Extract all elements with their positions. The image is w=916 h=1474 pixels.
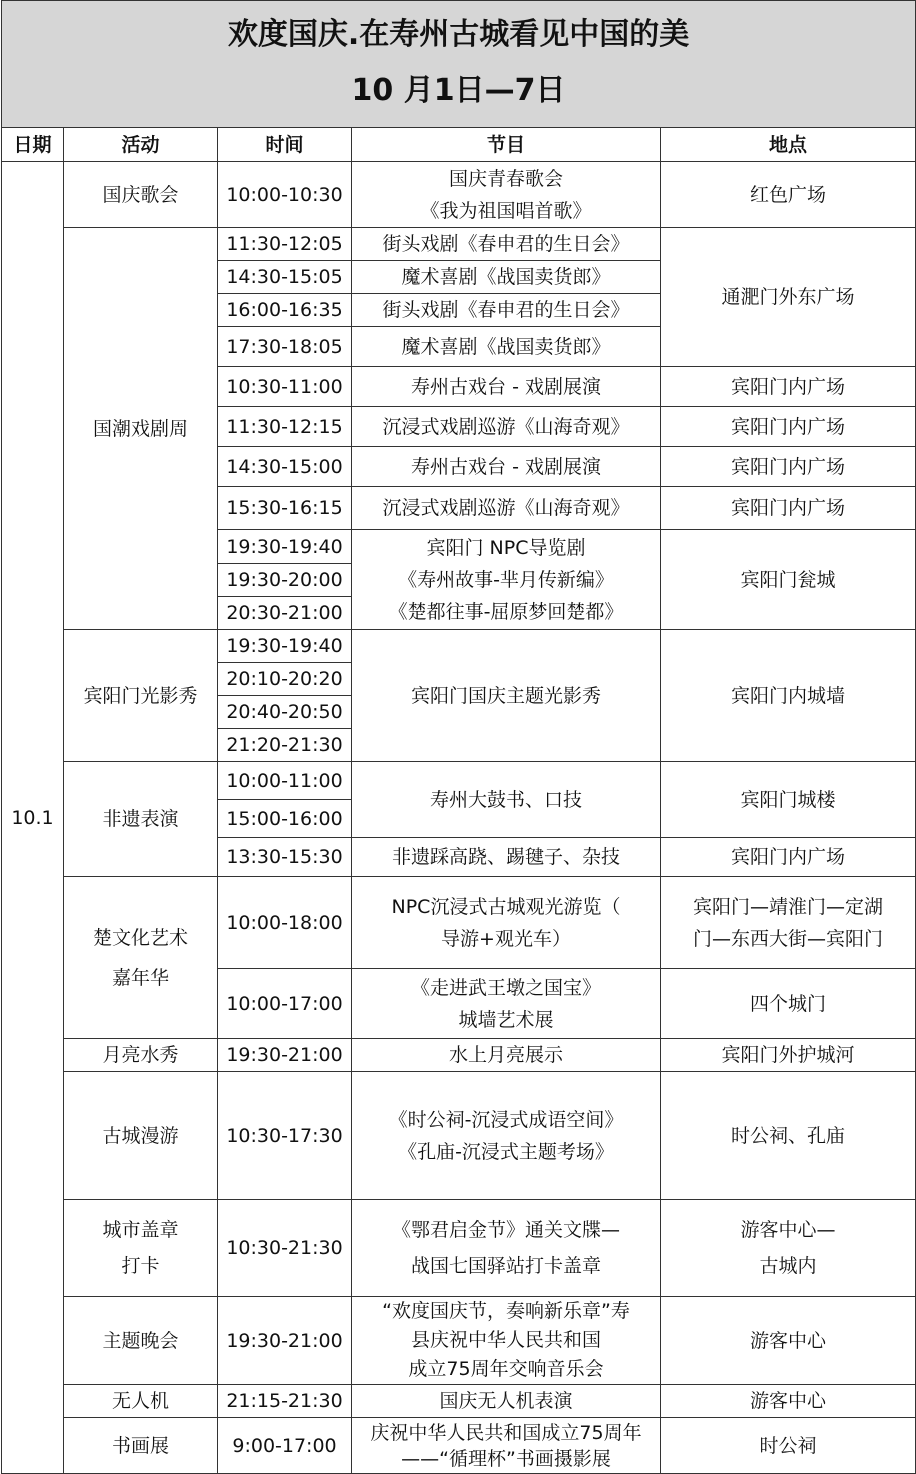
program-cell: 庆祝中华人民共和国成立75周年 ——“循理杯”书画摄影展 (352, 1418, 661, 1474)
time-cell: 20:30-21:00 (218, 597, 352, 630)
location-cell: 宾阳门内城墙 (661, 630, 916, 762)
time-cell: 19:30-19:40 (218, 630, 352, 663)
time-cell: 10:00-18:00 (218, 877, 352, 969)
location-cell: 宾阳门内广场 (661, 447, 916, 487)
activity-cell: 书画展 (64, 1418, 218, 1474)
location-cell: 四个城门 (661, 969, 916, 1039)
location-cell: 游客中心 (661, 1385, 916, 1418)
time-cell: 19:30-20:00 (218, 564, 352, 597)
table-row (2, 1072, 916, 1200)
program-cell: 寿州古戏台 - 戏剧展演 (352, 367, 661, 407)
title-line-2: 10 月1日—7日 (351, 73, 566, 108)
program-cell: 沉浸式戏剧巡游《山海奇观》 (352, 407, 661, 447)
location-cell: 宾阳门内广场 (661, 407, 916, 447)
header-program: 节目 (352, 128, 661, 162)
time-cell: 15:30-16:15 (218, 487, 352, 530)
time-cell: 13:30-15:30 (218, 838, 352, 877)
time-cell: 17:30-18:05 (218, 327, 352, 367)
time-cell: 20:40-20:50 (218, 696, 352, 729)
date-cell: 10.1 (2, 162, 64, 1474)
table-row (2, 877, 916, 969)
time-cell: 9:00-17:00 (218, 1418, 352, 1474)
table-row (2, 1418, 916, 1474)
program-cell: 魔术喜剧《战国卖货郎》 (352, 261, 661, 294)
time-cell: 19:30-21:00 (218, 1039, 352, 1072)
title-row (2, 1, 916, 128)
activity-cell: 宾阳门光影秀 (64, 630, 218, 762)
header-date: 日期 (2, 128, 64, 162)
location-cell: 红色广场 (661, 162, 916, 228)
title-line-1: 欢度国庆.在寿州古城看见中国的美 (227, 17, 690, 52)
program-cell: 魔术喜剧《战国卖货郎》 (352, 327, 661, 367)
time-cell: 19:30-19:40 (218, 530, 352, 564)
time-cell: 16:00-16:35 (218, 294, 352, 327)
schedule-table (1, 0, 916, 1474)
program-cell: 国庆青春歌会 《我为祖国唱首歌》 (352, 162, 661, 228)
table-row (2, 162, 916, 228)
table-row (2, 1385, 916, 1418)
program-cell: NPC沉浸式古城观光游览（ 导游+观光车） (352, 877, 661, 969)
activity-cell: 国潮戏剧周 (64, 228, 218, 630)
location-cell: 宾阳门内广场 (661, 487, 916, 530)
program-cell: 寿州古戏台 - 戏剧展演 (352, 447, 661, 487)
table-row (2, 1039, 916, 1072)
program-cell: 水上月亮展示 (352, 1039, 661, 1072)
location-cell: 宾阳门内广场 (661, 838, 916, 877)
activity-cell: 古城漫游 (64, 1072, 218, 1200)
activity-cell: 楚文化艺术 嘉年华 (64, 877, 218, 1039)
program-cell: 《走进武王墩之国宝》 城墙艺术展 (352, 969, 661, 1039)
program-cell: 《鄂君启金节》通关文牒— 战国七国驿站打卡盖章 (352, 1200, 661, 1297)
program-cell: 寿州大鼓书、口技 (352, 762, 661, 838)
location-cell: 宾阳门城楼 (661, 762, 916, 838)
program-cell: 宾阳门国庆主题光影秀 (352, 630, 661, 762)
program-cell: 非遗踩高跷、踢毽子、杂技 (352, 838, 661, 877)
time-cell: 21:20-21:30 (218, 729, 352, 762)
time-cell: 10:30-21:30 (218, 1200, 352, 1297)
header-location: 地点 (661, 128, 916, 162)
program-cell: 沉浸式戏剧巡游《山海奇观》 (352, 487, 661, 530)
activity-cell: 月亮水秀 (64, 1039, 218, 1072)
time-cell: 11:30-12:05 (218, 228, 352, 261)
time-cell: 14:30-15:05 (218, 261, 352, 294)
time-cell: 10:30-11:00 (218, 367, 352, 407)
activity-cell: 主题晚会 (64, 1297, 218, 1385)
time-cell: 10:30-17:30 (218, 1072, 352, 1200)
program-cell: 《时公祠-沉浸式成语空间》 《孔庙-沉浸式主题考场》 (352, 1072, 661, 1200)
program-cell: 宾阳门 NPC导览剧 《寿州故事-芈月传新编》 《楚都往事-屈原梦回楚都》 (352, 530, 661, 630)
table-row (2, 1200, 916, 1297)
activity-cell: 无人机 (64, 1385, 218, 1418)
time-cell: 21:15-21:30 (218, 1385, 352, 1418)
program-cell: 街头戏剧《春申君的生日会》 (352, 228, 661, 261)
location-cell: 宾阳门—靖淮门—定湖 门—东西大街—宾阳门 (661, 877, 916, 969)
table-row (2, 630, 916, 663)
time-cell: 10:00-17:00 (218, 969, 352, 1039)
location-cell: 时公祠 (661, 1418, 916, 1474)
table-row (2, 762, 916, 800)
location-cell: 时公祠、孔庙 (661, 1072, 916, 1200)
time-cell: 10:00-11:00 (218, 762, 352, 800)
time-cell: 10:00-10:30 (218, 162, 352, 228)
header-time: 时间 (218, 128, 352, 162)
page-title (2, 1, 916, 128)
location-cell: 游客中心 (661, 1297, 916, 1385)
location-cell: 宾阳门外护城河 (661, 1039, 916, 1072)
header-activity: 活动 (64, 128, 218, 162)
location-cell: 宾阳门瓮城 (661, 530, 916, 630)
location-cell: 通淝门外东广场 (661, 228, 916, 367)
activity-cell: 国庆歌会 (64, 162, 218, 228)
location-cell: 宾阳门内广场 (661, 367, 916, 407)
program-cell: 街头戏剧《春申君的生日会》 (352, 294, 661, 327)
time-cell: 15:00-16:00 (218, 800, 352, 838)
activity-cell: 非遗表演 (64, 762, 218, 877)
activity-cell: 城市盖章 打卡 (64, 1200, 218, 1297)
time-cell: 11:30-12:15 (218, 407, 352, 447)
table-row (2, 1297, 916, 1385)
location-cell: 游客中心— 古城内 (661, 1200, 916, 1297)
table-row (2, 228, 916, 261)
program-cell: 国庆无人机表演 (352, 1385, 661, 1418)
time-cell: 14:30-15:00 (218, 447, 352, 487)
program-cell: “欢度国庆节，奏响新乐章”寿 县庆祝中华人民共和国 成立75周年交响音乐会 (352, 1297, 661, 1385)
time-cell: 19:30-21:00 (218, 1297, 352, 1385)
time-cell: 20:10-20:20 (218, 663, 352, 696)
header-row (2, 128, 916, 162)
